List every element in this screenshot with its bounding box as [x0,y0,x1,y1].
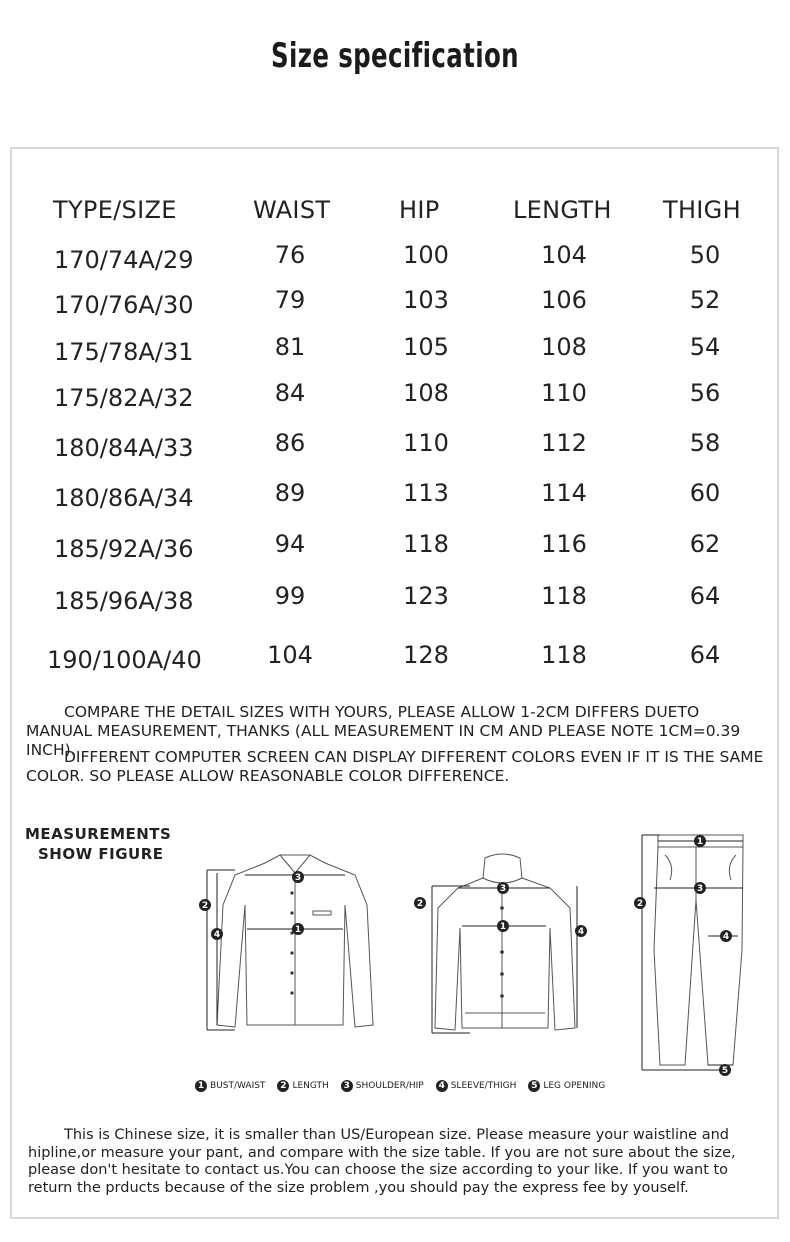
cell-value: 52 [689,286,721,314]
legend-label: SHOULDER/HIP [355,1081,424,1091]
legend-label: SLEEVE/THIGH [450,1081,517,1091]
cell-value: 128 [403,641,449,669]
cell-value: 118 [403,530,449,558]
cell-value: 50 [689,241,721,269]
pants-figure [630,830,755,1080]
cell-value: 110 [541,379,587,407]
cell-type-size: 180/84A/33 [54,434,194,462]
cell-value: 100 [403,241,449,269]
cell-value: 84 [274,379,306,407]
cell-value: 108 [541,333,587,361]
header-thigh: THIGH [663,196,741,224]
cell-type-size: 175/82A/32 [54,384,194,412]
color-note: DIFFERENT COMPUTER SCREEN CAN DISPLAY DIFFERENT COLORS EVEN IF IT IS THE SAME COLOR. SO PLEASE ALLOW REASONABLE COLOR DIFFERENCE. [26,748,764,785]
svg-text:1: 1 [696,837,704,847]
legend-item [277,1080,328,1092]
cell-value: 108 [403,379,449,407]
cell-value: 64 [689,582,721,610]
measurements-title-line2: SHOW FIGURE [38,845,164,863]
shirt-figure [195,845,395,1040]
cell-value: 86 [274,429,306,457]
cell-value: 94 [274,530,306,558]
cell-value: 118 [541,641,587,669]
cell-value: 79 [274,286,306,314]
svg-text:2: 2 [201,901,209,911]
cell-value: 76 [274,241,306,269]
svg-text:1: 1 [499,922,507,932]
legend-item [528,1080,605,1092]
svg-text:4: 4 [577,927,585,937]
cell-value: 99 [274,582,306,610]
legend-item [195,1080,265,1092]
cell-value: 118 [541,582,587,610]
legend-item [341,1080,424,1092]
header-hip: HIP [399,196,440,224]
legend-number-badge: 2 [277,1080,289,1092]
cell-value: 110 [403,429,449,457]
cell-type-size: 170/76A/30 [54,291,194,319]
cell-type-size: 190/100A/40 [47,646,202,674]
measurement-legend [195,1080,625,1092]
cell-value: 123 [403,582,449,610]
cell-value: 113 [403,479,449,507]
svg-text:5: 5 [721,1066,729,1076]
svg-text:2: 2 [416,899,424,909]
legend-item [436,1080,517,1092]
legend-number-badge: 5 [528,1080,540,1092]
svg-text:3: 3 [696,884,704,894]
svg-text:4: 4 [722,932,730,942]
measurements-title-line1: MEASUREMENTS [25,825,172,843]
cell-value: 58 [689,429,721,457]
svg-text:2: 2 [636,899,644,909]
cell-value: 81 [274,333,306,361]
legend-number-badge: 3 [341,1080,353,1092]
legend-label: LEG OPENING [543,1081,606,1091]
cell-value: 64 [689,641,721,669]
header-waist: WAIST [253,196,331,224]
svg-text:4: 4 [213,930,221,940]
legend-label: BUST/WAIST [210,1081,266,1091]
legend-number-badge: 1 [195,1080,207,1092]
page-title: Size specification [271,36,519,76]
svg-text:3: 3 [499,884,507,894]
cell-value: 56 [689,379,721,407]
cell-type-size: 180/86A/34 [54,484,194,512]
cell-value: 60 [689,479,721,507]
cell-value: 62 [689,530,721,558]
size-footer-note: This is Chinese size, it is smaller than US/European size. Please measure your waistline and hipline,or measure your pant, and compare with the size table. If you are not sure about the size, please don't hesitate to contact us.You can choose the size according to your like. If you want to return the prducts because of the size problem ,you should pay the express fee by youself. [28,1127,736,1196]
cell-value: 54 [689,333,721,361]
compare-note: COMPARE THE DETAIL SIZES WITH YOURS, PLEASE ALLOW 1-2CM DIFFERS DUETO MANUAL MEASUREMENT, THANKS (ALL MEASUREMENT IN CM AND PLEASE NOTE 1CM=0.39 INCH). [26,703,741,759]
cell-value: 114 [541,479,587,507]
header-type-size: TYPE/SIZE [53,196,177,224]
cell-value: 105 [403,333,449,361]
legend-label: LENGTH [292,1081,329,1091]
cell-type-size: 185/92A/36 [54,535,194,563]
cell-type-size: 170/74A/29 [54,246,194,274]
jacket-figure [410,848,595,1038]
cell-value: 103 [403,286,449,314]
cell-type-size: 175/78A/31 [54,338,194,366]
cell-value: 106 [541,286,587,314]
header-length: LENGTH [513,196,612,224]
cell-value: 104 [541,241,587,269]
cell-value: 89 [274,479,306,507]
svg-text:3: 3 [294,873,302,883]
cell-type-size: 185/96A/38 [54,587,194,615]
cell-value: 112 [541,429,587,457]
svg-text:1: 1 [294,925,302,935]
measurements-title [25,824,171,864]
cell-value: 104 [267,641,313,669]
legend-number-badge: 4 [436,1080,448,1092]
cell-value: 116 [541,530,587,558]
